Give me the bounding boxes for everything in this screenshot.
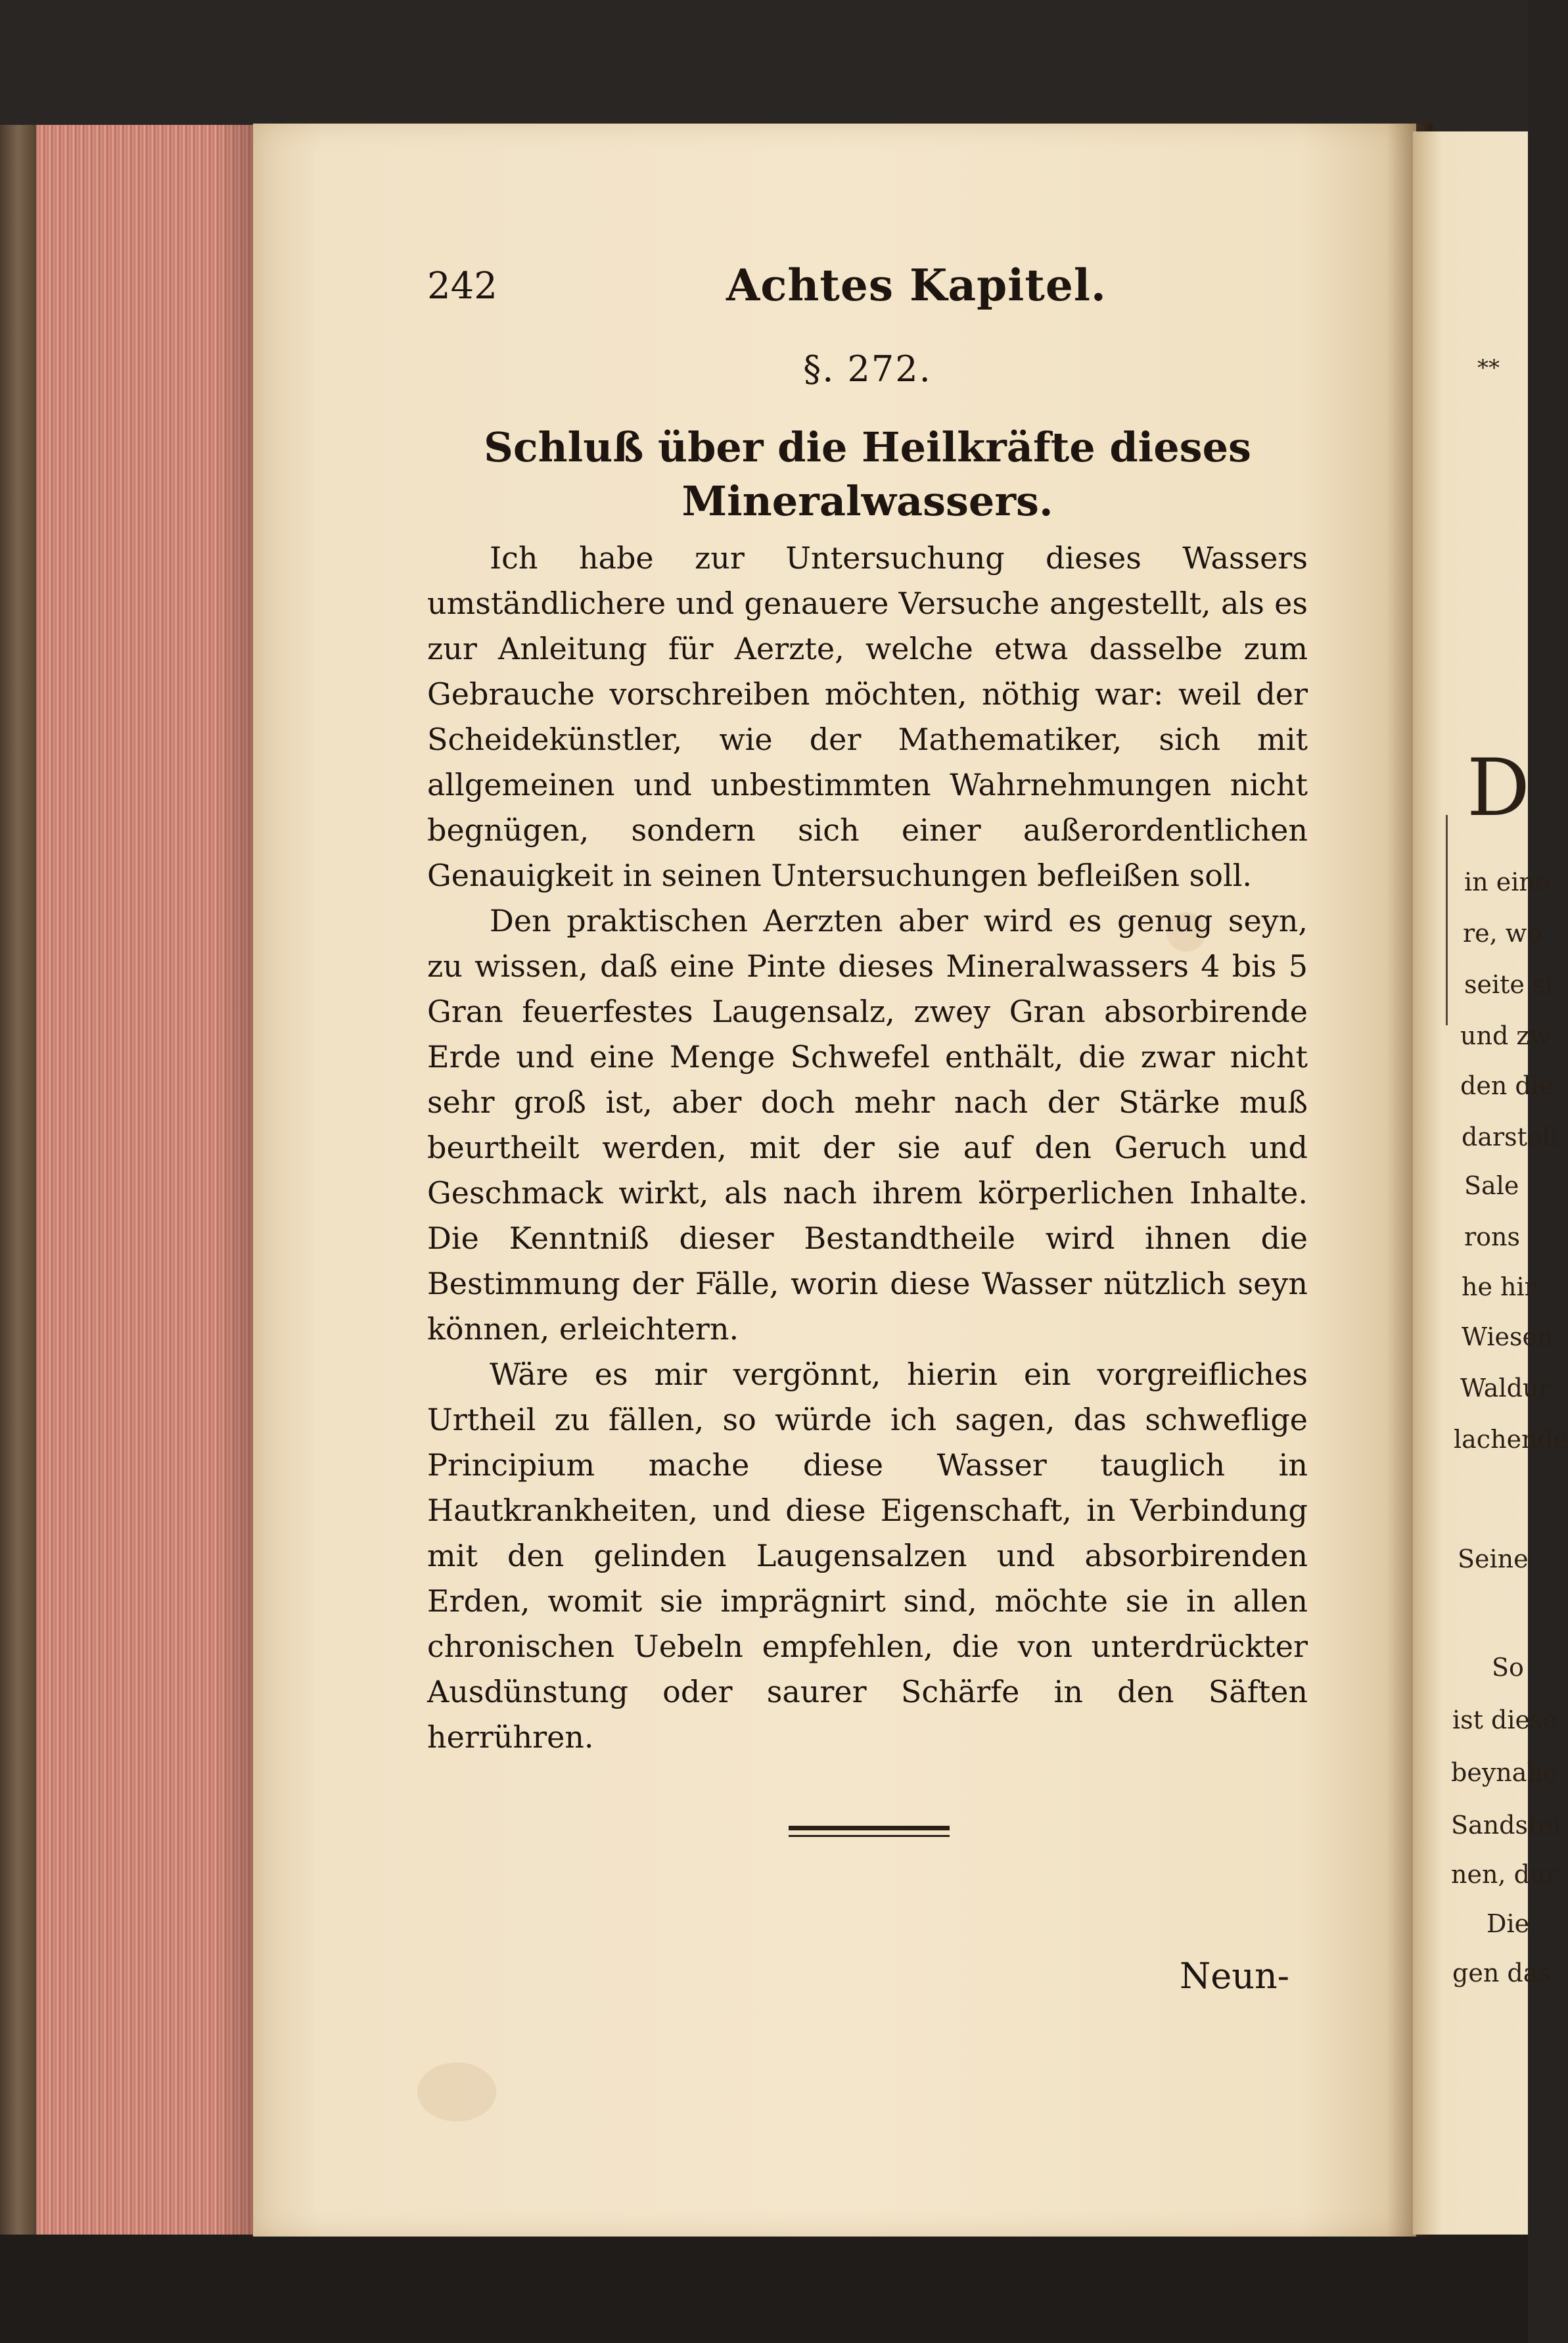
facing-fragment: gen das (1452, 1959, 1551, 1987)
facing-page-rule (1446, 815, 1448, 1025)
paragraph: Ich habe zur Untersuchung dieses Wassers umständlichere und genauere Versuche angestellt, als es zur Anleitung für Aerzte, welche etwa dasselbe zum Gebrauche vorschreiben möchten, nöthig war: weil der Scheidekünstler, wie der Mathematiker, sich mit allgemeinen und unbestimmten Wahrnehmungen nicht begnügen, sondern sich einer außerordentlichen Genauigkeit in seinen Untersuchungen befleißen soll. (427, 540, 1308, 893)
running-head (427, 260, 1308, 319)
facing-fragment: Die (1487, 1909, 1530, 1938)
facing-fragment: seite si (1464, 970, 1554, 999)
closing-rule-thin (789, 1835, 950, 1837)
facing-fragment: den die (1460, 1071, 1554, 1100)
facing-fragment: Waldur (1460, 1374, 1551, 1403)
background-bottom (0, 2228, 1528, 2343)
body-text (427, 536, 1308, 1760)
facing-fragment: beynahe (1451, 1758, 1558, 1787)
facing-fragment: rons (1464, 1222, 1521, 1251)
facing-fragment: So (1492, 1653, 1524, 1682)
facing-fragment: darstell (1462, 1123, 1558, 1151)
section-heading: Schluß über die Heilkräfte dieses Mineralwassers. (484, 423, 1251, 525)
closing-rule-thick (789, 1826, 950, 1830)
section-number: §. 272. (803, 348, 932, 390)
facing-fragment: Seine (1458, 1544, 1529, 1573)
facing-fragment: D (1467, 743, 1531, 834)
facing-fragment: he hir (1462, 1272, 1536, 1301)
background-top (0, 0, 1528, 131)
facing-fragment: und zw (1460, 1021, 1551, 1050)
paragraph: Wäre es mir vergönnt, hierin ein vorgreifliches Urtheil zu fällen, so würde ich sagen, das schweflige Principium mache diese Wasser tauglich in Hautkrankheiten, und diese Eigenschaft, in Verbindung mit den gelinden Laugensalzen und absorbirenden Erden, womit sie imprägnirt sind, möchte sie in allen chronischen Uebeln empfehlen, die von unterdrückter Ausdünstung oder saurer Schärfe in den Säften herrühren. (427, 1357, 1308, 1755)
facing-fragment: ** (1477, 355, 1500, 381)
facing-fragment: in eine (1464, 868, 1550, 896)
facing-fragment: lachende (1454, 1425, 1568, 1454)
facing-fragment: Wiesen (1462, 1322, 1554, 1351)
facing-fragment: re, wo (1463, 919, 1542, 948)
chapter-title: Achtes Kapitel. (726, 260, 1107, 311)
page-number: 242 (427, 265, 497, 308)
page-edges-shadow (217, 125, 256, 2235)
facing-fragment: Sale (1464, 1171, 1519, 1200)
facing-fragment: ist diese (1452, 1705, 1557, 1734)
facing-fragment: nen, dur (1451, 1860, 1558, 1889)
facing-fragment: Sandstei (1451, 1811, 1561, 1840)
paper-stain (417, 2062, 496, 2122)
paragraph: Den praktischen Aerzten aber wird es genug seyn, zu wissen, daß eine Pinte dieses Mineralwassers 4 bis 5 Gran feuerfestes Laugensalz, zwey Gran absorbirende Erde und eine Menge Schwefel enthält, die zwar nicht sehr groß ist, aber doch mehr nach der Stärke muß beurtheilt werden, mit der sie auf den Geruch und Geschmack wirkt, als nach ihrem körperlichen Inhalte. Die Kenntniß dieser Bestandtheile wird ihnen die Bestimmung der Fälle, worin diese Wasser nützlich seyn können, erleichtern. (427, 903, 1308, 1347)
catchword: Neun- (1180, 1955, 1290, 1997)
